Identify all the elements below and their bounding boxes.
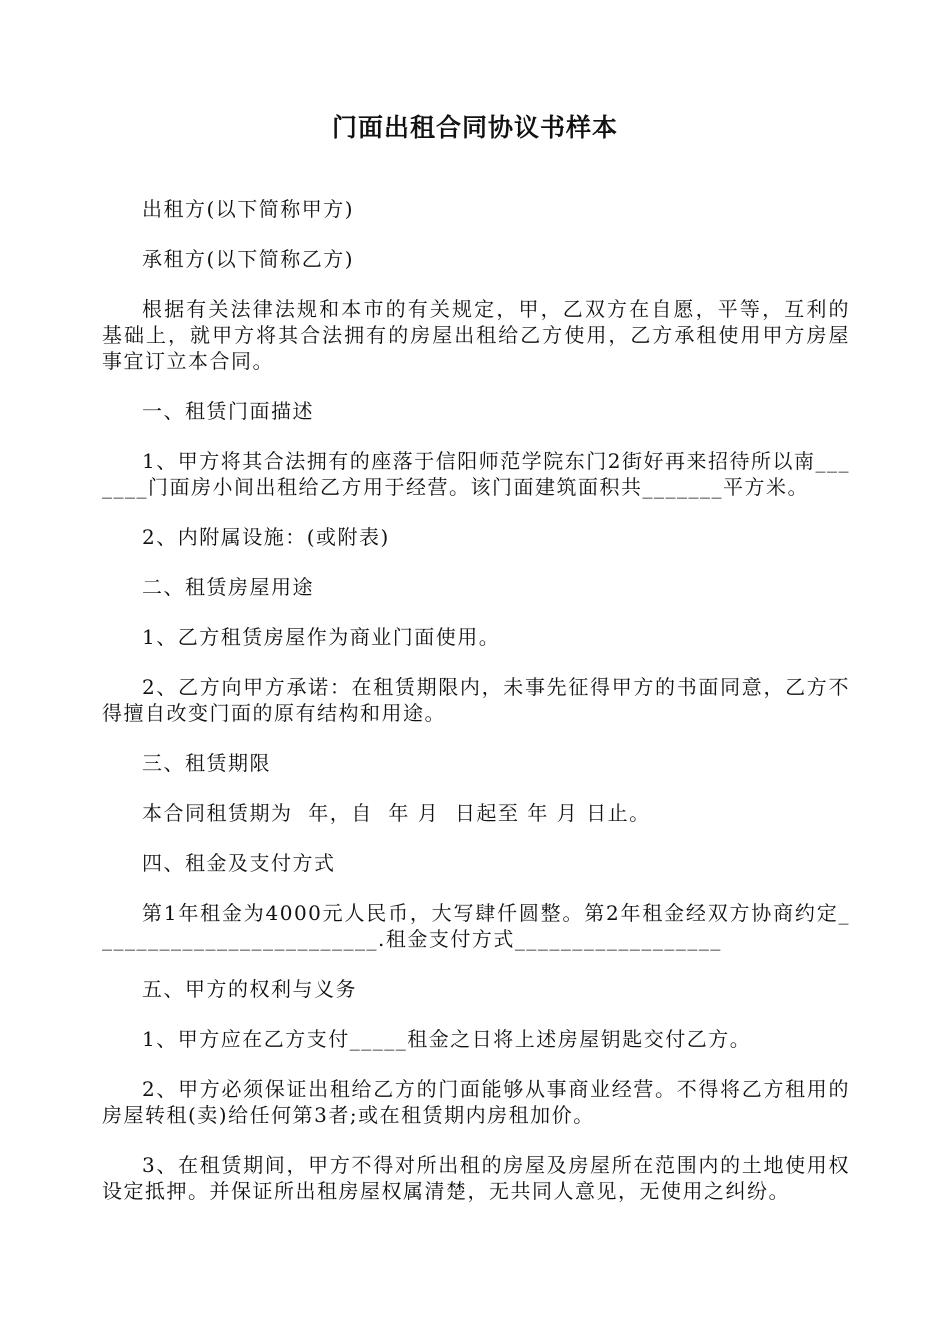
clause-1-1: 1、甲方将其合法拥有的座落于信阳师范学院东门2街好再来招待所以南_______门面房小间出租给乙方用于经营。该门面建筑面积共_______平方米。: [102, 449, 850, 499]
section-heading-3: 三、租赁期限: [142, 751, 271, 775]
clause-5-2: 2、甲方必须保证出租给乙方的门面能够从事商业经营。不得将乙方租用的房屋转租(卖)给任何第3者;或在租赁期内房租加价。: [102, 1077, 850, 1127]
section-heading-2: 二、租赁房屋用途: [142, 575, 314, 599]
clause-5-1: 1、甲方应在乙方支付_____租金之日将上述房屋钥匙交付乙方。: [142, 1027, 752, 1051]
section-heading-4: 四、租金及支付方式: [142, 851, 336, 875]
clause-2-1: 1、乙方租赁房屋作为商业门面使用。: [142, 625, 501, 649]
clause-1-2: 2、内附属设施：(或附表): [142, 525, 390, 549]
clause-5-3: 3、在租赁期间，甲方不得对所出租的房屋及房屋所在范围内的土地使用权设定抵押。并保证所出租房屋权属清楚，无共同人意见，无使用之纠纷。: [102, 1153, 850, 1203]
party-a-line: 出租方(以下简称甲方): [142, 197, 355, 221]
clause-4-rent: 第1年租金为4000元人民币，大写肆仟圆整。第2年租金经双方协商约定_________________________.租金支付方式__________________: [102, 901, 850, 951]
party-b-line: 承租方(以下简称乙方): [142, 247, 355, 271]
clause-3-term: 本合同租赁期为 年，自 年 月 日起至 年 月 日止。: [142, 801, 651, 825]
document-body: [102, 196, 850, 1228]
preamble-paragraph: 根据有关法律法规和本市的有关规定，甲，乙双方在自愿，平等，互利的基础上，就甲方将其合法拥有的房屋出租给乙方使用，乙方承租使用甲方房屋事宜订立本合同。: [102, 297, 850, 373]
section-heading-5: 五、甲方的权利与义务: [142, 977, 357, 1001]
section-heading-1: 一、租赁门面描述: [142, 399, 314, 423]
document-title: 门面出租合同协议书样本: [331, 113, 618, 142]
clause-2-2: 2、乙方向甲方承诺：在租赁期限内，未事先征得甲方的书面同意，乙方不得擅自改变门面的原有结构和用途。: [102, 675, 850, 725]
